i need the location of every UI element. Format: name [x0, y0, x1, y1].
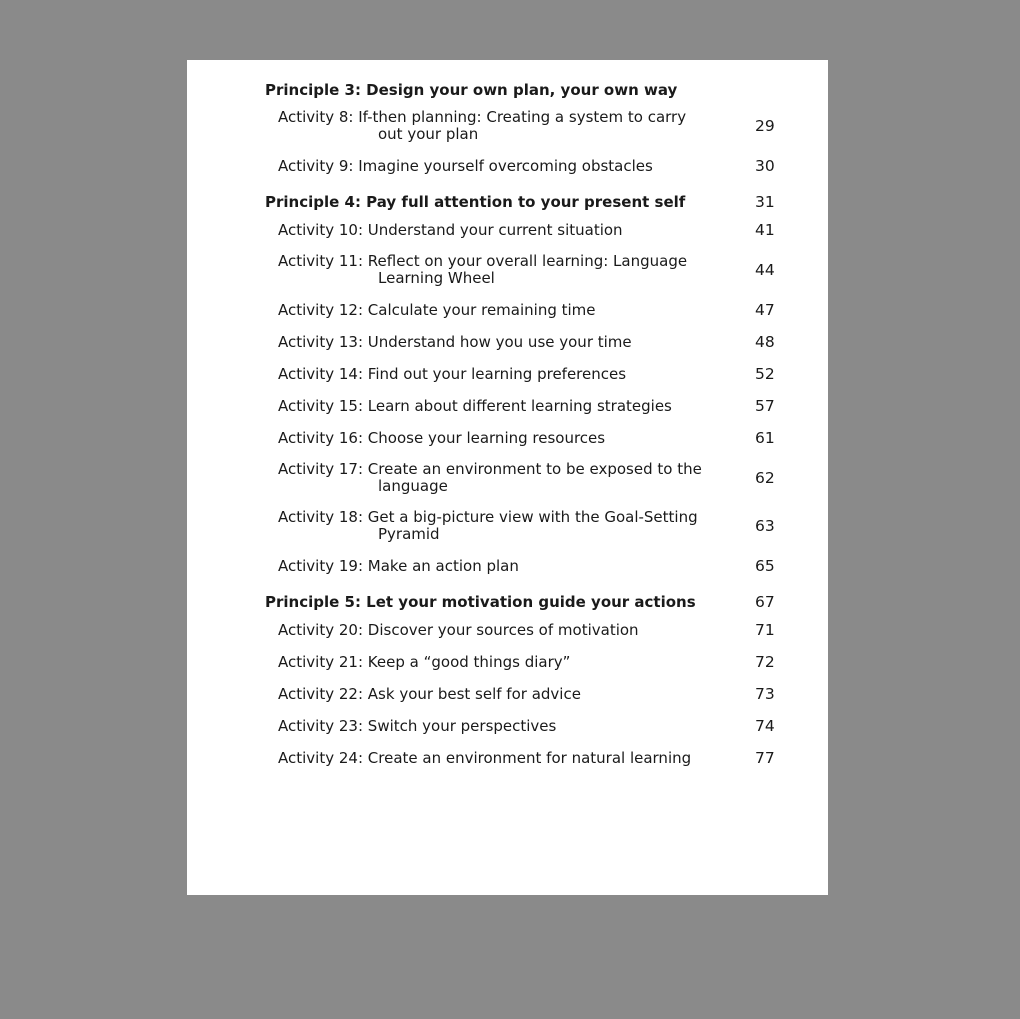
item-page-number: 48 [755, 333, 775, 351]
item-page-number: 62 [755, 469, 775, 487]
toc-section [187, 593, 828, 767]
toc-item-text [278, 654, 755, 671]
toc-item-text [278, 558, 755, 575]
toc-item-title: Understand how you use your time [367, 332, 632, 351]
toc-item [278, 365, 828, 383]
toc-item-title: Create an environment for natural learning [367, 748, 692, 767]
toc-item-text [278, 158, 755, 175]
toc-item-text [278, 253, 755, 287]
toc-item-title: Make an action plan [367, 556, 519, 575]
toc-item [278, 221, 828, 239]
toc-item-label: Activity 19: [278, 556, 364, 575]
toc-item-text [278, 366, 755, 383]
toc-item [278, 253, 828, 287]
toc-item [278, 461, 828, 495]
toc-item-label: Activity 22: [278, 684, 364, 703]
toc-item-title: Ask your best self for advice [367, 684, 581, 703]
toc-item [278, 621, 828, 639]
document-page [187, 60, 828, 895]
item-page-number: 61 [755, 429, 775, 447]
toc-item-title: Create an environment to be exposed to the language [367, 460, 702, 495]
item-page-number: 29 [755, 117, 775, 135]
toc-item [278, 557, 828, 575]
toc-item-label: Activity 24: [278, 748, 364, 767]
item-page-number: 41 [755, 221, 775, 239]
toc-item-label: Activity 10: [278, 220, 364, 239]
toc-item-label: Activity 12: [278, 300, 364, 319]
toc-item [278, 429, 828, 447]
item-page-number: 47 [755, 301, 775, 319]
toc-item-title: Imagine yourself overcoming obstacles [358, 156, 653, 175]
item-page-number: 77 [755, 749, 775, 767]
toc-item-label: Activity 16: [278, 428, 364, 447]
toc-item-label: Activity 13: [278, 332, 364, 351]
toc-item-text [278, 430, 755, 447]
toc-item [278, 333, 828, 351]
item-page-number: 30 [755, 157, 775, 175]
section-title: Principle 3: Design your own plan, your own way [265, 81, 678, 99]
toc-item-text [278, 461, 755, 495]
toc-item-title: Calculate your remaining time [367, 300, 596, 319]
item-page-number: 52 [755, 365, 775, 383]
item-page-number: 57 [755, 397, 775, 415]
item-page-number: 71 [755, 621, 775, 639]
section-heading-row [265, 193, 828, 211]
toc-item-text [278, 109, 755, 143]
toc-item-title: Reflect on your overall learning: Language Learning Wheel [367, 252, 688, 287]
toc-item-label: Activity 11: [278, 252, 364, 270]
toc-item-title: Find out your learning preferences [367, 364, 627, 383]
section-title: Principle 4: Pay full attention to your present self [265, 193, 686, 211]
toc-item-label: Activity 8: [278, 108, 354, 126]
toc-item [278, 717, 828, 735]
toc-item-text [278, 718, 755, 735]
toc-item-text [278, 750, 755, 767]
item-page-number: 73 [755, 685, 775, 703]
toc-item-text [278, 686, 755, 703]
item-page-number: 44 [755, 261, 775, 279]
toc-item-label: Activity 15: [278, 396, 364, 415]
toc-item-label: Activity 17: [278, 460, 364, 478]
item-page-number: 72 [755, 653, 775, 671]
toc-item-title: Keep a “good things diary” [367, 652, 571, 671]
toc-section [187, 193, 828, 575]
toc-item-label: Activity 18: [278, 508, 364, 526]
toc-item-text [278, 622, 755, 639]
toc-item-text [278, 334, 755, 351]
toc-item-title: Learn about different learning strategies [367, 396, 672, 415]
toc-item-text [278, 222, 755, 239]
toc-item [278, 509, 828, 543]
toc-item [278, 653, 828, 671]
section-title: Principle 5: Let your motivation guide your actions [265, 593, 696, 611]
section-heading-row [265, 593, 828, 611]
toc-item [278, 301, 828, 319]
item-page-number: 65 [755, 557, 775, 575]
section-page-number: 67 [755, 593, 775, 611]
toc-item [278, 157, 828, 175]
toc-item [278, 109, 828, 143]
toc-item [278, 749, 828, 767]
toc-item-label: Activity 23: [278, 716, 364, 735]
item-page-number: 74 [755, 717, 775, 735]
section-heading-row [265, 81, 828, 99]
table-of-contents [187, 60, 828, 767]
toc-item-title: If-then planning: Creating a system to carry out your plan [358, 108, 687, 143]
toc-item-text [278, 509, 755, 543]
toc-item-label: Activity 14: [278, 364, 364, 383]
toc-item-label: Activity 21: [278, 652, 364, 671]
toc-item-text [278, 302, 755, 319]
toc-item-label: Activity 9: [278, 156, 354, 175]
toc-item-label: Activity 20: [278, 620, 364, 639]
toc-item-title: Understand your current situation [367, 220, 623, 239]
toc-section [187, 81, 828, 175]
toc-item [278, 685, 828, 703]
item-page-number: 63 [755, 517, 775, 535]
toc-item-title: Switch your perspectives [367, 716, 557, 735]
toc-item-text [278, 398, 755, 415]
toc-item-title: Choose your learning resources [367, 428, 606, 447]
toc-item-title: Discover your sources of motivation [367, 620, 639, 639]
toc-item-title: Get a big-picture view with the Goal-Setting Pyramid [367, 508, 698, 543]
toc-item [278, 397, 828, 415]
section-page-number: 31 [755, 193, 775, 211]
